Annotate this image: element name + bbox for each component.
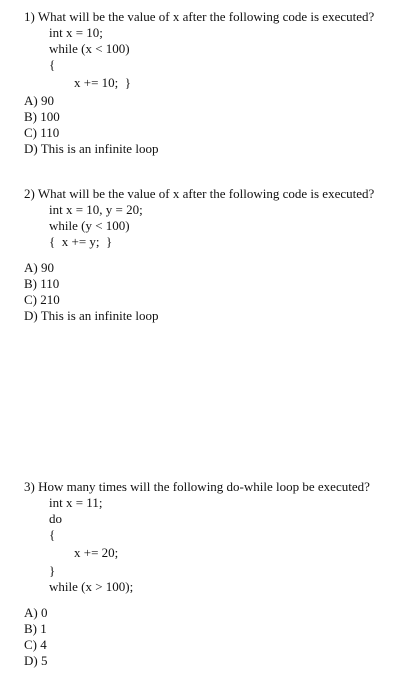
question-1 <box>24 9 404 157</box>
question-3-code-line-6: while (x > 100); <box>49 579 134 594</box>
question-1-code-line-3: { <box>49 57 56 72</box>
question-3-option-d: D) 5 <box>24 653 48 668</box>
question-1-option-c: C) 110 <box>24 125 60 140</box>
question-2-option-c: C) 210 <box>24 292 60 307</box>
question-2-option-b: B) 110 <box>24 276 60 291</box>
question-3-option-c: C) 4 <box>24 637 47 652</box>
question-1-option-b: B) 100 <box>24 109 60 124</box>
question-2-code-line-3: { x += y; } <box>49 234 113 249</box>
question-1-option-d: D) This is an infinite loop <box>24 141 159 156</box>
question-2-code-line-1: int x = 10, y = 20; <box>49 202 143 217</box>
question-3-stem: 3) How many times will the following do-while loop be executed? <box>24 479 370 494</box>
question-2-option-d: D) This is an infinite loop <box>24 308 159 323</box>
question-3-code-line-4: x += 20; <box>74 545 119 560</box>
question-3-option-b: B) 1 <box>24 621 47 636</box>
question-1-option-a: A) 90 <box>24 93 54 108</box>
question-2-stem: 2) What will be the value of x after the following code is executed? <box>24 186 375 201</box>
question-3-code-line-2: do <box>49 511 62 526</box>
question-3-code-line-5: } <box>49 563 56 578</box>
question-1-stem: 1) What will be the value of x after the following code is executed? <box>24 9 375 24</box>
question-3-code-line-3: { <box>49 527 56 542</box>
question-1-code-line-4: x += 10; } <box>74 75 132 90</box>
question-2 <box>24 186 404 324</box>
question-3-option-a: A) 0 <box>24 605 48 620</box>
question-1-code-line-1: int x = 10; <box>49 25 103 40</box>
question-1-code-line-2: while (x < 100) <box>49 41 130 56</box>
question-2-code-line-2: while (y < 100) <box>49 218 130 233</box>
question-3-code-line-1: int x = 11; <box>49 495 103 510</box>
question-2-option-a: A) 90 <box>24 260 54 275</box>
question-3 <box>24 479 404 669</box>
